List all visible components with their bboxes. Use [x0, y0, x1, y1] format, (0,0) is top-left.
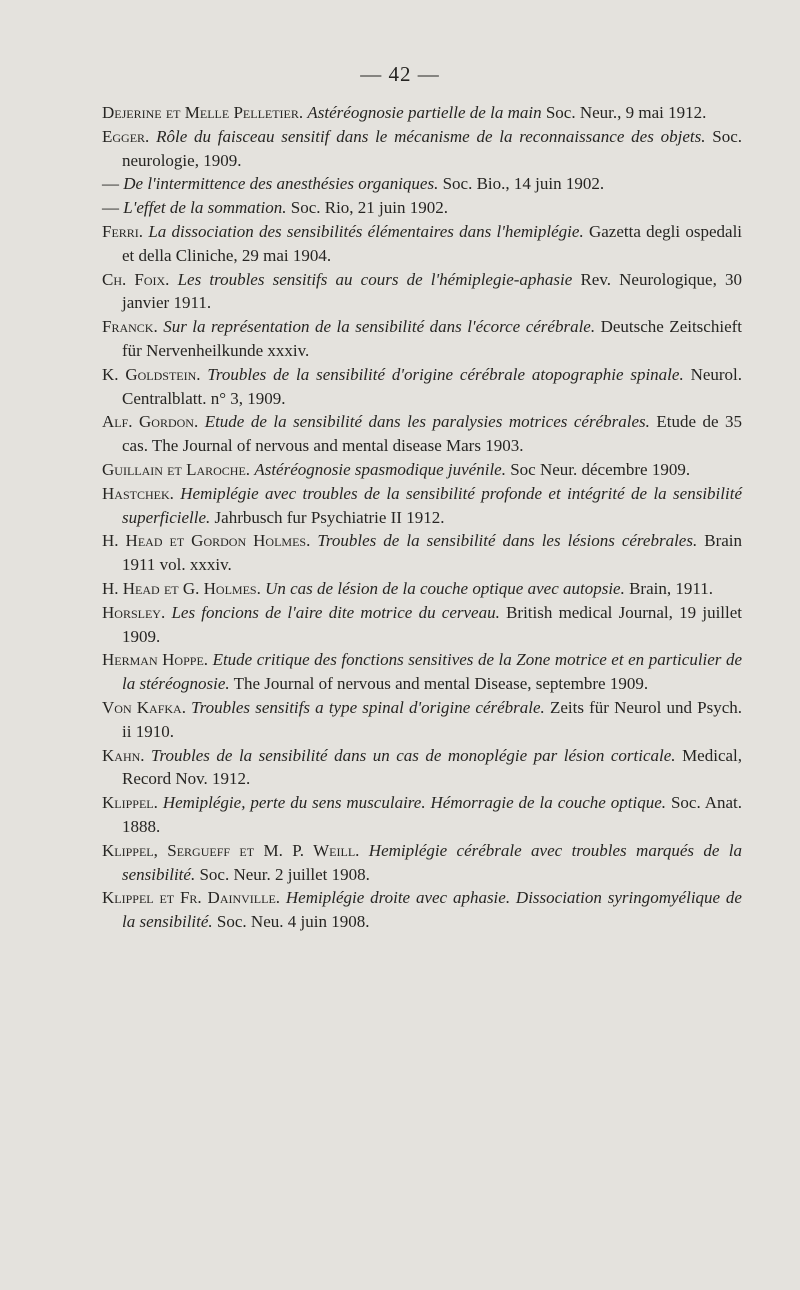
entry-title: Troubles sensitifs a type spinal d'origine cérébrale.	[191, 697, 545, 717]
entry-title: Hemiplégie droite avec aphasie. Dissociation syringomyélique de la sensibilité.	[122, 888, 742, 932]
entry-title: Hemiplégie avec troubles de la sensibilité profonde et intégrité de la sensibilité superficielle.	[122, 483, 742, 527]
entry-title: L'effet de la sommation.	[123, 198, 287, 218]
entry-title: Troubles de la sensibilité dans un cas de monoplégie par lésion corticale.	[151, 745, 676, 765]
bibliography-entry	[102, 315, 742, 363]
entry-title: Etude critique des fonctions sensitives de la Zone motrice et en particulier de la stéréognosie.	[122, 650, 743, 694]
bibliography-entry	[102, 744, 742, 792]
entry-source: Soc. Bio., 14 juin 1902.	[442, 174, 605, 194]
bibliography-entry	[102, 601, 742, 649]
entry-source: Gazetta degli ospedali et della Cliniche, 29 mai 1904.	[122, 221, 743, 265]
entry-source: Soc. Neur. 2 juillet 1908.	[199, 864, 370, 884]
entry-author: Kahn.	[102, 745, 145, 765]
entry-title: Les foncions de l'aire dite motrice du cerveau.	[171, 602, 500, 622]
bibliography-list	[102, 101, 742, 934]
bibliography-entry	[102, 791, 742, 839]
bibliography-entry	[102, 125, 742, 173]
entry-source: Jahrbusch fur Psychiatrie II 1912.	[214, 507, 445, 527]
entry-title: Troubles de la sensibilité d'origine cérébrale atopographie spinale.	[207, 364, 684, 384]
entry-author: Klippel.	[102, 793, 158, 813]
entry-title: Les troubles sensitifs au cours de l'hémiplegie-aphasie	[177, 269, 573, 289]
bibliography-entry	[102, 268, 742, 316]
entry-title: Etude de la sensibilité dans les paralysies motrices cérébrales.	[204, 412, 650, 432]
entry-author: Ferri.	[102, 221, 144, 241]
page-number: — 42 —	[360, 62, 440, 86]
entry-author: K. Goldstein.	[102, 364, 201, 384]
entry-source: British medical Journal, 19 juillet 1909.	[122, 602, 743, 646]
bibliography-entry	[102, 577, 742, 601]
entry-source: Soc. Rio, 21 juin 1902.	[290, 198, 449, 218]
entry-title: Hemiplégie cérébrale avec troubles marqués de la sensibilité.	[122, 840, 743, 884]
bibliography-entry	[102, 172, 742, 196]
entry-title: Troubles de la sensibilité dans les lésions cérebrales.	[317, 531, 698, 551]
entry-title: Rôle du faisceau sensitif dans le mécanisme de la reconnaissance des objets.	[156, 126, 706, 146]
entry-source: Soc. Neu. 4 juin 1908.	[216, 912, 370, 932]
bibliography-entry	[102, 363, 742, 411]
entry-source: Brain, 1911.	[629, 578, 713, 598]
entry-author: Von Kafka.	[102, 697, 186, 717]
entry-source: Neurol. Centralblatt. n° 3, 1909.	[122, 364, 743, 408]
entry-author: Horsley.	[102, 602, 166, 622]
entry-title: Un cas de lésion de la couche optique avec autopsie.	[265, 578, 625, 598]
entry-source: The Journal of nervous and mental Disease, septembre 1909.	[233, 674, 649, 694]
entry-title: Astéréognosie spasmodique juvénile.	[254, 459, 506, 479]
entry-source: Zeits für Neurol und Psych. ii 1910.	[122, 697, 743, 741]
entry-title: Astéréognosie partielle de la main	[307, 103, 542, 122]
entry-author: Ch. Foix.	[102, 269, 170, 289]
entry-author: Guillain et Laroche.	[102, 459, 251, 479]
entry-source: Soc. neurologie, 1909.	[122, 126, 743, 170]
entry-title: Sur la représentation de la sensibilité dans l'écorce cérébrale.	[163, 317, 596, 337]
entry-source: Soc Neur. décembre 1909.	[510, 459, 691, 479]
entry-source: Medical, Record Nov. 1912.	[122, 745, 743, 789]
entry-title: La dissociation des sensibilités élémentaires dans l'hemiplégie.	[148, 221, 584, 241]
bibliography-entry	[102, 410, 742, 458]
bibliography-entry	[102, 458, 742, 482]
entry-source: Etude de 35 cas. The Journal of nervous and mental disease Mars 1903.	[122, 412, 743, 456]
entry-source: Rev. Neurologique, 30 janvier 1911.	[122, 269, 743, 313]
entry-author: Alf. Gordon.	[102, 412, 199, 432]
entry-title: Hemiplégie, perte du sens musculaire. Hémorragie de la couche optique.	[162, 793, 667, 813]
bibliography-entry	[102, 220, 742, 268]
bibliography-entry	[102, 886, 742, 934]
entry-author: H. Head et G. Holmes.	[102, 578, 261, 598]
entry-author: Dejerine et Melle Pelletier.	[102, 103, 304, 122]
bibliography-entry	[102, 529, 742, 577]
entry-source: Soc. Neur., 9 mai 1912.	[545, 103, 707, 122]
entry-author: —	[102, 174, 119, 194]
entry-source: Brain 1911 vol. xxxiv.	[122, 531, 743, 575]
entry-author: Hastchek.	[102, 483, 174, 503]
entry-author: Klippel, Sergueff et M. P. Weill.	[102, 840, 360, 860]
entry-source: Deutsche Zeitschieft für Nervenheilkunde xxxiv.	[122, 317, 742, 360]
bibliography-entry	[102, 696, 742, 744]
bibliography-entry	[102, 101, 742, 125]
bibliography-entry	[102, 839, 742, 887]
bibliography-entry	[102, 482, 742, 530]
entry-author: Herman Hoppe.	[102, 650, 209, 670]
entry-author: Egger.	[102, 126, 150, 146]
entry-author: —	[102, 198, 119, 218]
entry-author: H. Head et Gordon Holmes.	[102, 531, 311, 551]
entry-source: Soc. Anat. 1888.	[122, 793, 743, 836]
entry-title: De l'intermittence des anesthésies organiques.	[123, 174, 439, 194]
entry-author: Franck.	[102, 317, 158, 337]
entry-author: Klippel et Fr. Dainville.	[102, 888, 281, 908]
bibliography-entry	[102, 196, 742, 220]
bibliography-entry	[102, 648, 742, 696]
